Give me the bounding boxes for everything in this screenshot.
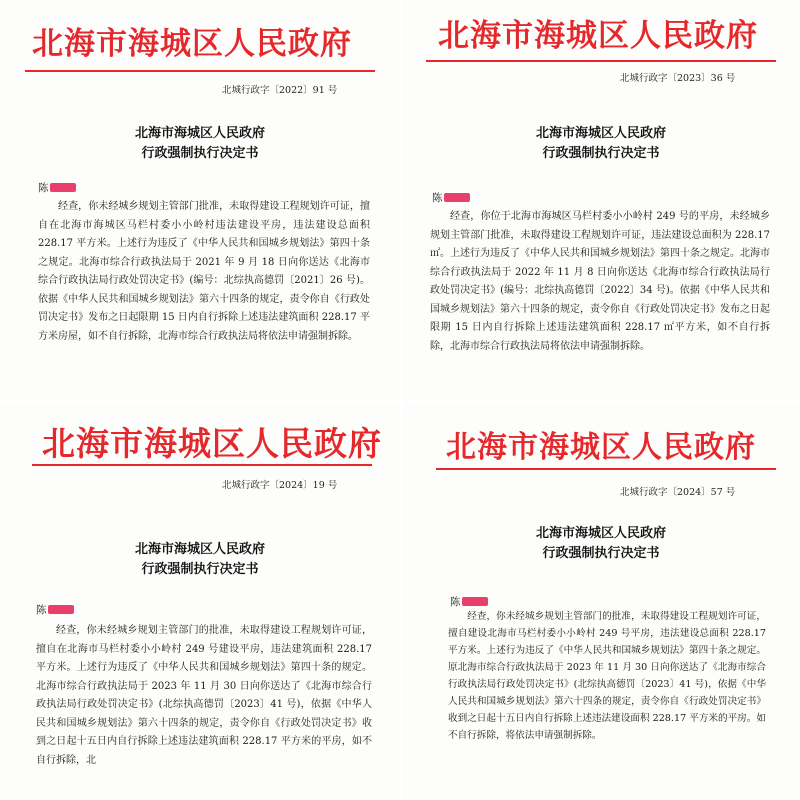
title-line-1: 北海市海城区人民政府 (134, 542, 265, 557)
document-2024-57 (402, 402, 800, 800)
addressee-name: 陈 (36, 604, 47, 616)
document-2023-36 (402, 0, 800, 400)
decision-body: 经查，你位于北海市海城区马栏村委小小岭村 249 号的平房，未经城乡规划主管部门批准，未取得建设工程规划许可证，违法建设总面积为 228.17 ㎡。上述行为违反了《中华人民共和国城乡规划法》第四十条之规定。北海市综合行政执法局于 2022 年 11 月 8 日向你送达《北海市综合行政执法局行政处罚决定书》(编号：北综执高德罚〔2022〕34 号)。依据《中华人民共和国城乡规划法》第六十四条的规定，责令你自《行政处罚决定书》发布之日起限期 15 日内自行拆除上述违法建筑面积 228.17 ㎡平方米，如不自行拆除，北海市综合行政执法局将依法申请强制拆除。 (430, 211, 770, 352)
document-2022-91 (0, 0, 400, 400)
document-number: 北城行政字〔2024〕57 号 (620, 487, 736, 498)
redaction-mark (444, 193, 470, 202)
document-number: 北城行政字〔2024〕19 号 (222, 480, 338, 491)
government-header: 北海市海城区人民政府 (32, 26, 352, 62)
document-2024-19 (0, 402, 400, 800)
document-number: 北城行政字〔2022〕91 号 (222, 85, 338, 96)
title-line-1: 北海市海城区人民政府 (535, 526, 666, 541)
title-line-2: 行政强制执行决定书 (141, 146, 259, 161)
addressee-name: 陈 (38, 182, 49, 194)
addressee (36, 602, 74, 617)
addressee-name: 陈 (450, 596, 461, 608)
header-red-rule (32, 464, 372, 466)
decision-body: 经查，你未经城乡规划主管部门的批准，未取得建设工程规划许可证，擅自建设北海市马栏村委小小岭村 249 号平房，违法建设总面积 228.17 平方米。上述行为违反了《中华人民共和国城乡规划法》第四十条之规定。原北海市综合行政执法局于 2023 年 11 月 30 日向你送达了《北海市综合行政执法局行政处罚决定书》(北综执高德罚〔2023〕41 号)，依据《中华人民共和国城乡规划法》第六十四条的规定，责令你自《行政处罚决定书》收到之日起十五日内自行拆除上述违法建设面积 228.17 平方米的平房。如不自行拆除，将依法申请强制拆除。 (448, 611, 766, 741)
document-number: 北城行政字〔2023〕36 号 (620, 73, 736, 84)
title-line-1: 北海市海城区人民政府 (535, 126, 666, 141)
addressee (432, 190, 470, 205)
decision-body: 经查，你未经城乡规划主管部门的批准，未取得建设工程规划许可证，擅自在北海市马栏村委小小岭村 249 号建设平房，违法建筑面积 228.17 平方米。上述行为违反了《中华人民共和国城乡规划法》第四十条的规定。北海市综合行政执法局于 2023 年 11 月 30 日向你送达了《北海市综合行政执法局行政处罚决定书》(北综执高德罚〔2023〕41 号)，依据《中华人民共和国城乡规划法》第六十四条的规定，责令你自《行政处罚决定书》收到之日起十五日内自行拆除上述违法建筑面积 228.17 平方米的平房，如不自行拆除，北 (36, 625, 372, 766)
document-title (402, 124, 800, 164)
title-line-1: 北海市海城区人民政府 (134, 126, 265, 141)
government-header: 北海市海城区人民政府 (438, 18, 758, 54)
government-header: 北海市海城区人民政府 (42, 424, 382, 463)
document-title (0, 124, 400, 164)
redaction-mark (462, 597, 488, 606)
header-red-rule (25, 70, 375, 72)
redaction-mark (50, 183, 76, 192)
redaction-mark (48, 605, 74, 614)
title-line-2: 行政强制执行决定书 (542, 146, 660, 161)
government-header: 北海市海城区人民政府 (446, 430, 756, 465)
title-line-2: 行政强制执行决定书 (141, 562, 259, 577)
decision-body: 经查，你未经城乡规划主管部门批准，未取得建设工程规划许可证，擅自在北海市海城区马栏村委小小岭村违法建设平房，违法建设总面积 228.17 平方米。上述行为违反了《中华人民共和国城乡规划法》第四十条之规定。北海市综合行政执法局于 2021 年 9 月 18 日向你送达《北海市综合行政执法局行政处罚决定书》(编号：北综执高德罚〔2021〕26 号)。依据《中华人民共和国城乡规划法》第六十四条的规定，责令你自《行政处罚决定书》发布之日起限期 15 日内自行拆除上述违法建筑面积 228.17 平方米房屋，如不自行拆除，北海市综合行政执法局将依法申请强制拆除。 (38, 201, 370, 342)
document-title (0, 540, 400, 580)
header-red-rule (436, 468, 776, 470)
addressee-name: 陈 (432, 192, 443, 204)
document-title (402, 524, 800, 564)
addressee (450, 594, 488, 609)
header-red-rule (426, 60, 776, 62)
title-line-2: 行政强制执行决定书 (542, 546, 660, 561)
addressee (38, 180, 76, 195)
